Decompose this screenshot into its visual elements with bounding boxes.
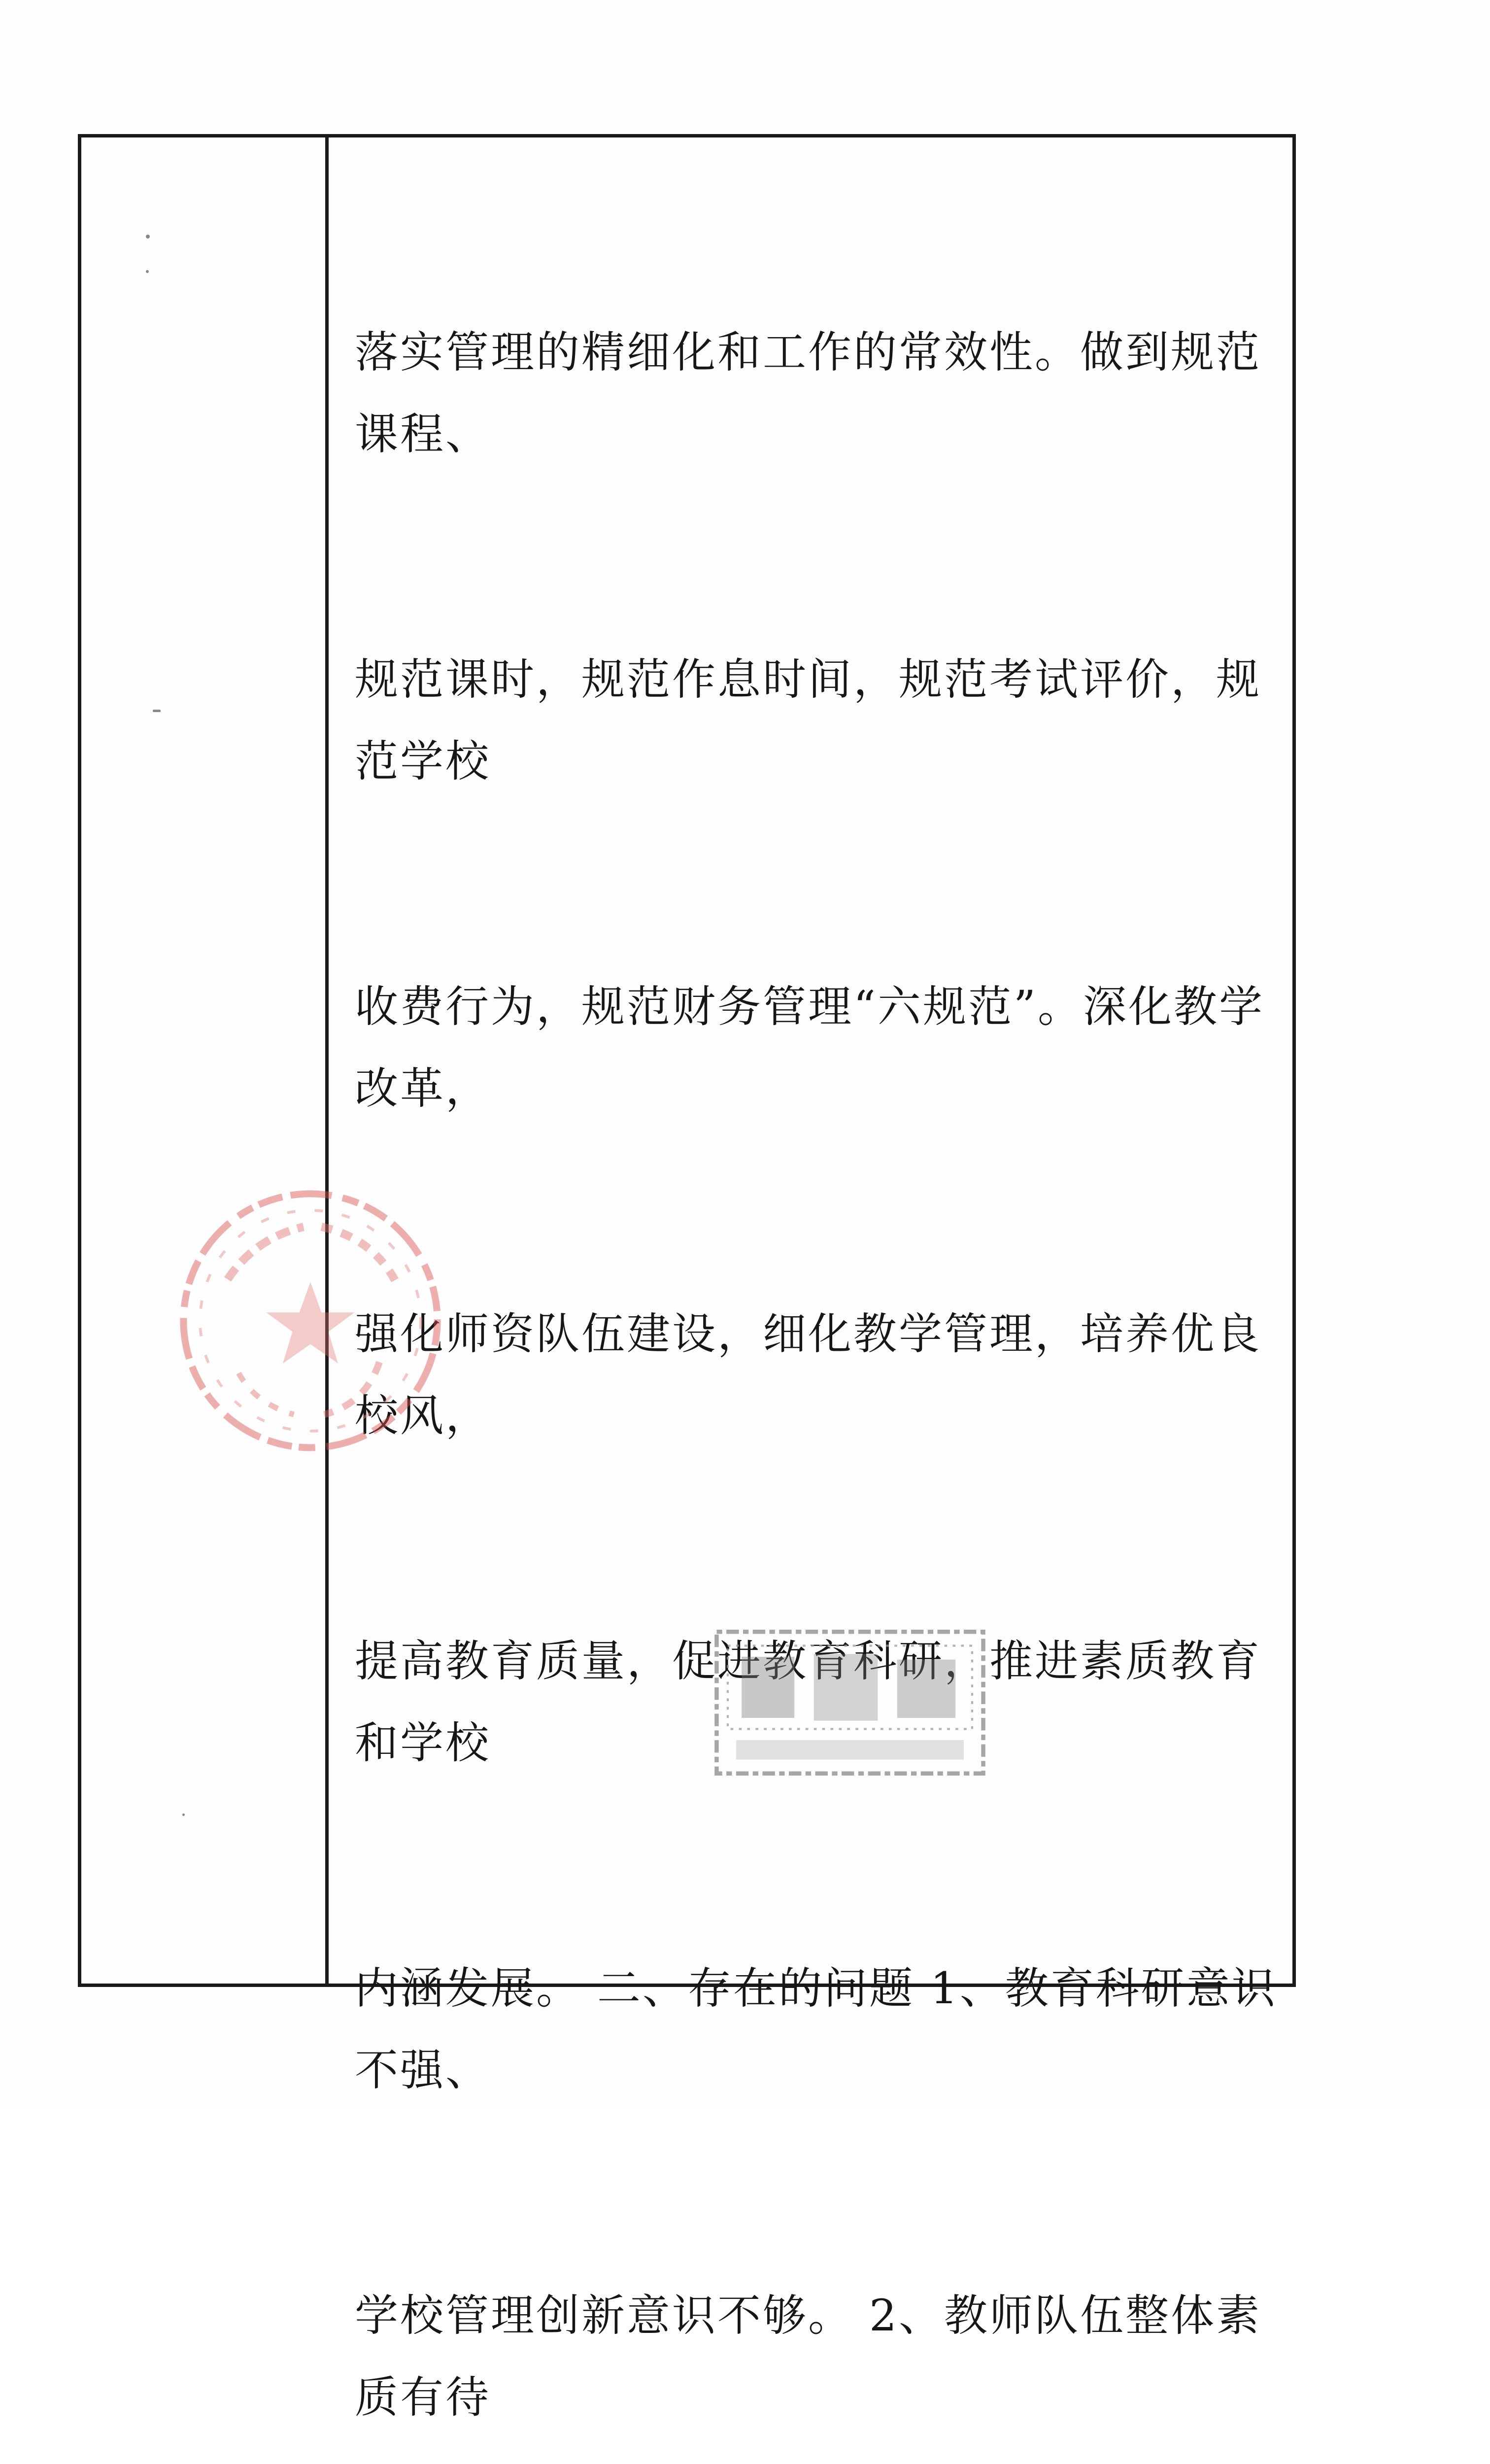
text-line: 提高教育质量，促进教育科研，推进素质教育和学校 <box>355 1636 1262 1768</box>
text-line: 收费行为，规范财务管理“六规范”。深化教学改革， <box>355 981 1264 1114</box>
text-line: 学校管理创新意识不够。 2、教师队伍整体素质有待 <box>355 2290 1261 2423</box>
text-line: 规范课时，规范作息时间，规范考试评价，规范学校 <box>355 654 1262 787</box>
rectangular-stamp <box>710 1626 990 1779</box>
text-line: 落实管理的精细化和工作的常效性。做到规范课程、 <box>355 327 1262 459</box>
scan-mark <box>146 270 149 273</box>
text-line: 强化师资队伍建设，细化教学管理，培养优良校风， <box>355 1308 1262 1441</box>
official-seal <box>172 1183 448 1459</box>
text-line: 内涵发展。 二、存在的问题 1、教育科研意识不强、 <box>355 1963 1277 2095</box>
scan-mark <box>146 235 150 239</box>
scan-mark <box>182 1814 185 1816</box>
scan-mark <box>153 710 161 712</box>
column-divider <box>325 134 329 1987</box>
body-text <box>355 148 1286 2464</box>
